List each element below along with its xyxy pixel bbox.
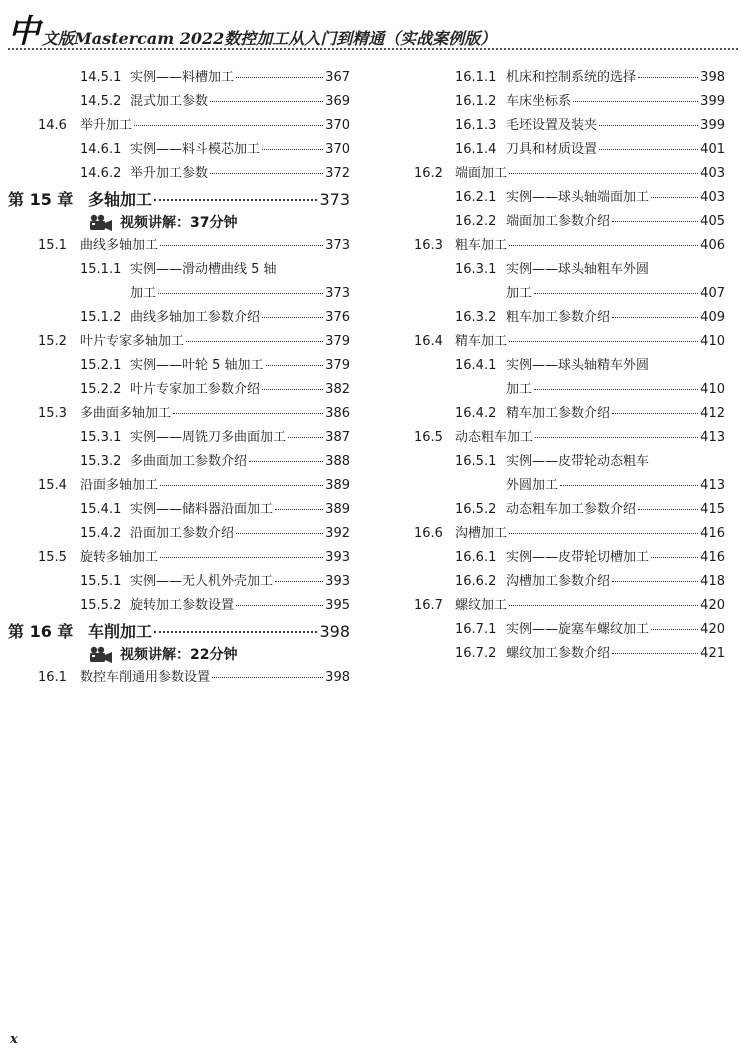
- entry-title-line: [130, 164, 350, 184]
- dot-leader: [612, 652, 698, 654]
- toc-entry[interactable]: [0, 380, 350, 400]
- toc-entry[interactable]: [400, 308, 725, 328]
- toc-entry[interactable]: [0, 284, 350, 304]
- section-title: 实例——滑动槽曲线 5 轴: [130, 262, 277, 277]
- entry-title-line: [130, 140, 350, 160]
- section-number: 16.5.2: [455, 502, 497, 517]
- entry-title-line: [506, 260, 725, 280]
- section-title: 精车加工参数介绍: [506, 406, 611, 421]
- dot-leader: [509, 244, 698, 246]
- section-number: 16.4.2: [455, 406, 497, 421]
- page-number: 370: [325, 118, 350, 133]
- dot-leader: [275, 580, 323, 582]
- toc-entry[interactable]: [400, 68, 725, 88]
- section-title: 曲线多轴加工参数介绍: [130, 310, 261, 325]
- header-title: 文版Mastercam 2022数控加工从入门到精通（实战案例版）: [42, 29, 497, 48]
- entry-title-line: [506, 572, 725, 592]
- entry-title-line: [130, 92, 350, 112]
- entry-title-line: [455, 332, 725, 352]
- dot-leader: [638, 76, 698, 78]
- section-title: 实例——皮带轮切槽加工: [506, 550, 650, 565]
- page-number: 398: [319, 622, 350, 641]
- toc-entry[interactable]: [400, 596, 725, 616]
- page-number: 403: [700, 190, 725, 205]
- section-number: 16.5: [414, 430, 443, 445]
- page-number: 410: [700, 334, 725, 349]
- chapter-heading[interactable]: [0, 620, 350, 644]
- dot-leader: [534, 388, 698, 390]
- toc-entry[interactable]: [0, 596, 350, 616]
- page-number: 405: [700, 214, 725, 229]
- section-number: 16.2.1: [455, 190, 497, 205]
- toc-entry[interactable]: [0, 92, 350, 112]
- section-number: 15.4.1: [80, 502, 122, 517]
- toc-entry[interactable]: [0, 476, 350, 496]
- entry-title-line: [506, 308, 725, 328]
- toc-entry[interactable]: [400, 404, 725, 424]
- dot-leader: [160, 484, 323, 486]
- dot-leader: [249, 460, 323, 462]
- chapter-title: 多轴加工: [88, 190, 153, 209]
- toc-entry[interactable]: [0, 428, 350, 448]
- entry-title-line: [130, 596, 350, 616]
- page-number: 379: [325, 358, 350, 373]
- toc-entry[interactable]: [400, 332, 725, 352]
- header-rule: [8, 48, 738, 50]
- toc-entry[interactable]: [400, 356, 725, 376]
- page-header: [8, 14, 738, 50]
- section-number: 16.6: [414, 526, 443, 541]
- entry-title-line: [455, 164, 725, 184]
- entry-title-line: [506, 68, 725, 88]
- dot-leader: [158, 292, 323, 294]
- page-number: 373: [325, 286, 350, 301]
- section-title: 实例——球头轴精车外圆: [506, 358, 650, 373]
- page-number: 399: [700, 94, 725, 109]
- page-number: 413: [700, 478, 725, 493]
- dot-leader: [612, 316, 698, 318]
- page-number: 369: [325, 94, 350, 109]
- section-number: 15.1.1: [80, 262, 122, 277]
- section-number: 16.7.1: [455, 622, 497, 637]
- dot-leader: [262, 316, 323, 318]
- section-number: 16.2.2: [455, 214, 497, 229]
- section-number: 16.1.4: [455, 142, 497, 157]
- section-title: 多曲面多轴加工: [80, 406, 172, 421]
- section-number: 16.6.1: [455, 550, 497, 565]
- section-title: 加工: [506, 382, 533, 397]
- page-number: 388: [325, 454, 350, 469]
- section-title: 曲线多轴加工: [80, 238, 159, 253]
- entry-title-line: [130, 68, 350, 88]
- toc-entry[interactable]: [400, 380, 725, 400]
- section-number: 16.3.2: [455, 310, 497, 325]
- dot-leader: [236, 76, 323, 78]
- chapter-title-line: [88, 620, 350, 644]
- entry-title-line: [80, 116, 350, 136]
- entry-title-line: [506, 500, 725, 520]
- entry-title-line: [80, 236, 350, 256]
- entry-title-line: [506, 644, 725, 664]
- page-number: 373: [319, 190, 350, 209]
- toc-entry[interactable]: [400, 452, 725, 472]
- entry-title-line: [506, 404, 725, 424]
- page-number: 367: [325, 70, 350, 85]
- toc-entry[interactable]: [0, 572, 350, 592]
- dot-leader: [560, 484, 698, 486]
- page-number: 416: [700, 526, 725, 541]
- dot-leader: [186, 340, 323, 342]
- dot-leader: [210, 100, 323, 102]
- dot-leader: [236, 604, 323, 606]
- section-number: 14.6.2: [80, 166, 122, 181]
- page-number: 409: [700, 310, 725, 325]
- section-number: 15.4.2: [80, 526, 122, 541]
- toc-entry[interactable]: [400, 548, 725, 568]
- toc-entry[interactable]: [0, 548, 350, 568]
- toc-entry[interactable]: [0, 308, 350, 328]
- section-number: 15.5.2: [80, 598, 122, 613]
- section-number: 14.5.2: [80, 94, 122, 109]
- section-title: 沟槽加工: [455, 526, 508, 541]
- dot-leader: [236, 532, 323, 534]
- section-title: 叶片专家多轴加工: [80, 334, 185, 349]
- toc-entry[interactable]: [400, 116, 725, 136]
- section-title: 叶片专家加工参数介绍: [130, 382, 261, 397]
- toc-entry[interactable]: [400, 140, 725, 160]
- dot-leader: [160, 556, 323, 558]
- page-number: 415: [700, 502, 725, 517]
- dot-leader: [212, 676, 323, 678]
- toc-entry[interactable]: [400, 164, 725, 184]
- page-number: 389: [325, 478, 350, 493]
- section-number: 16.7.2: [455, 646, 497, 661]
- entry-title-line: [80, 548, 350, 568]
- page-number: 401: [700, 142, 725, 157]
- section-number: 16.7: [414, 598, 443, 613]
- section-title: 实例——储料器沿面加工: [130, 502, 274, 517]
- dot-leader: [599, 148, 698, 150]
- page-number: 420: [700, 622, 725, 637]
- section-title: 动态粗车加工: [455, 430, 534, 445]
- toc-entry[interactable]: [0, 332, 350, 352]
- entry-title-line: [80, 332, 350, 352]
- dot-leader: [612, 412, 698, 414]
- page-number: 393: [325, 550, 350, 565]
- header-big-char: 中: [8, 12, 41, 50]
- section-number: 16.3: [414, 238, 443, 253]
- entry-title-line: [506, 356, 725, 376]
- toc-entry[interactable]: [400, 236, 725, 256]
- page-number: 372: [325, 166, 350, 181]
- section-title: 机床和控制系统的选择: [506, 70, 637, 85]
- section-title: 螺纹加工: [455, 598, 508, 613]
- entry-title-line: [506, 452, 725, 472]
- entry-title-line: [130, 572, 350, 592]
- section-number: 14.6: [38, 118, 67, 133]
- section-title: 毛坯设置及装夹: [506, 118, 598, 133]
- dot-leader: [160, 244, 323, 246]
- section-number: 16.4.1: [455, 358, 497, 373]
- section-title: 实例——无人机外壳加工: [130, 574, 274, 589]
- section-title: 加工: [506, 286, 533, 301]
- entry-title-line: [506, 92, 725, 112]
- section-title: 混式加工参数: [130, 94, 209, 109]
- chapter-number: 第 16 章: [8, 622, 74, 641]
- toc-entry[interactable]: [400, 92, 725, 112]
- section-title: 外圆加工: [506, 478, 559, 493]
- footer-page-number: x: [10, 1032, 18, 1047]
- entry-title-line: [130, 428, 350, 448]
- toc-entry[interactable]: [0, 116, 350, 136]
- section-title: 刀具和材质设置: [506, 142, 598, 157]
- page-number: 421: [700, 646, 725, 661]
- entry-title-line: [130, 260, 350, 280]
- section-title: 加工: [130, 286, 157, 301]
- toc-entry[interactable]: [0, 68, 350, 88]
- video-duration-note: [88, 644, 237, 666]
- section-title: 端面加工参数介绍: [506, 214, 611, 229]
- entry-title-line: [506, 380, 725, 400]
- dot-leader: [173, 412, 323, 414]
- page-number: 370: [325, 142, 350, 157]
- section-number: 16.3.1: [455, 262, 497, 277]
- entry-title-line: [506, 188, 725, 208]
- video-duration-text: 视频讲解：37分钟: [120, 215, 238, 231]
- entry-title-line: [130, 524, 350, 544]
- dot-leader: [651, 556, 698, 558]
- section-title: 旋转多轴加工: [80, 550, 159, 565]
- toc-entry[interactable]: [400, 644, 725, 664]
- toc-entry[interactable]: [0, 668, 350, 688]
- toc-entry[interactable]: [0, 524, 350, 544]
- section-title: 沿面多轴加工: [80, 478, 159, 493]
- toc-entry[interactable]: [0, 140, 350, 160]
- entry-title-line: [130, 452, 350, 472]
- section-number: 16.1: [38, 670, 67, 685]
- dot-leader: [262, 148, 323, 150]
- dot-leader: [275, 508, 323, 510]
- page-number: 420: [700, 598, 725, 613]
- entry-title-line: [506, 548, 725, 568]
- dot-leader: [651, 196, 698, 198]
- page-number: 398: [325, 670, 350, 685]
- section-title: 动态粗车加工参数介绍: [506, 502, 637, 517]
- toc-entry[interactable]: [400, 572, 725, 592]
- section-title: 实例——料斗模芯加工: [130, 142, 261, 157]
- section-number: 15.3: [38, 406, 67, 421]
- dot-leader: [612, 580, 698, 582]
- entry-title-line: [130, 500, 350, 520]
- dot-leader: [262, 388, 323, 390]
- toc-entry[interactable]: [0, 236, 350, 256]
- page-number: 379: [325, 334, 350, 349]
- dot-leader: [509, 340, 698, 342]
- section-number: 16.1.2: [455, 94, 497, 109]
- section-number: 15.2: [38, 334, 67, 349]
- page-number: 386: [325, 406, 350, 421]
- section-title: 举升加工参数: [130, 166, 209, 181]
- video-duration-text: 视频讲解：22分钟: [120, 647, 238, 663]
- section-title: 实例——料槽加工: [130, 70, 235, 85]
- toc-entry[interactable]: [400, 476, 725, 496]
- section-number: 15.2.1: [80, 358, 122, 373]
- toc-entry[interactable]: [0, 452, 350, 472]
- dot-leader: [509, 172, 698, 174]
- section-title: 数控车削通用参数设置: [80, 670, 211, 685]
- dot-leader: [638, 508, 698, 510]
- entry-title-line: [506, 212, 725, 232]
- section-number: 15.5: [38, 550, 67, 565]
- page-number: 389: [325, 502, 350, 517]
- page-number: 373: [325, 238, 350, 253]
- page-number: 395: [325, 598, 350, 613]
- entry-title-line: [130, 284, 350, 304]
- dot-leader: [535, 436, 698, 438]
- section-title: 实例——旋塞车螺纹加工: [506, 622, 650, 637]
- entry-title-line: [506, 620, 725, 640]
- section-number: 15.3.1: [80, 430, 122, 445]
- chapter-title: 车削加工: [88, 622, 153, 641]
- entry-title-line: [506, 476, 725, 496]
- section-title: 沿面加工参数介绍: [130, 526, 235, 541]
- dot-leader: [599, 124, 698, 126]
- entry-title-line: [506, 116, 725, 136]
- section-title: 实例——周铣刀多曲面加工: [130, 430, 287, 445]
- toc-entry[interactable]: [0, 500, 350, 520]
- entry-title-line: [80, 476, 350, 496]
- toc-entry[interactable]: [400, 500, 725, 520]
- entry-title-line: [455, 596, 725, 616]
- page-number: 392: [325, 526, 350, 541]
- section-title: 旋转加工参数设置: [130, 598, 235, 613]
- toc-entry[interactable]: [400, 428, 725, 448]
- page-number: 393: [325, 574, 350, 589]
- entry-title-line: [130, 380, 350, 400]
- chapter-title-line: [88, 188, 350, 212]
- dot-leader: [266, 364, 324, 366]
- entry-title-line: [80, 404, 350, 424]
- dot-leader: [573, 100, 698, 102]
- section-title: 粗车加工参数介绍: [506, 310, 611, 325]
- toc-entry[interactable]: [0, 164, 350, 184]
- page-number: 407: [700, 286, 725, 301]
- section-title: 粗车加工: [455, 238, 508, 253]
- toc-entry[interactable]: [400, 524, 725, 544]
- page-number: 398: [700, 70, 725, 85]
- section-number: 16.4: [414, 334, 443, 349]
- section-title: 实例——叶轮 5 轴加工: [130, 358, 264, 373]
- section-number: 15.2.2: [80, 382, 122, 397]
- toc-entry[interactable]: [0, 356, 350, 376]
- section-number: 15.5.1: [80, 574, 122, 589]
- section-title: 沟槽加工参数介绍: [506, 574, 611, 589]
- dot-leader: [651, 628, 698, 630]
- section-title: 车床坐标系: [506, 94, 572, 109]
- section-number: 16.2: [414, 166, 443, 181]
- entry-title-line: [130, 308, 350, 328]
- section-title: 实例——皮带轮动态粗车: [506, 454, 650, 469]
- section-title: 螺纹加工参数介绍: [506, 646, 611, 661]
- toc-entry[interactable]: [400, 284, 725, 304]
- section-number: 16.1.3: [455, 118, 497, 133]
- dot-leader: [534, 292, 698, 294]
- section-number: 14.6.1: [80, 142, 122, 157]
- toc-entry[interactable]: [0, 404, 350, 424]
- section-number: 16.1.1: [455, 70, 497, 85]
- toc-entry[interactable]: [400, 620, 725, 640]
- video-camera-icon: [88, 646, 114, 664]
- toc-entry[interactable]: [400, 212, 725, 232]
- section-number: 15.4: [38, 478, 67, 493]
- page-number: 406: [700, 238, 725, 253]
- page-number: 418: [700, 574, 725, 589]
- toc-entry[interactable]: [400, 188, 725, 208]
- section-title: 端面加工: [455, 166, 508, 181]
- page-number: 413: [700, 430, 725, 445]
- dot-leader: [210, 172, 323, 174]
- page-number: 416: [700, 550, 725, 565]
- dot-leader: [509, 532, 698, 534]
- section-title: 举升加工: [80, 118, 133, 133]
- dot-leader: [154, 630, 317, 633]
- entry-title-line: [455, 428, 725, 448]
- dot-leader: [154, 198, 317, 201]
- page-number: 376: [325, 310, 350, 325]
- section-number: 16.6.2: [455, 574, 497, 589]
- page-number: 410: [700, 382, 725, 397]
- section-number: 14.5.1: [80, 70, 122, 85]
- dot-leader: [612, 220, 698, 222]
- toc-entry[interactable]: [400, 260, 725, 280]
- section-number: 16.5.1: [455, 454, 497, 469]
- page-number: 382: [325, 382, 350, 397]
- dot-leader: [134, 124, 323, 126]
- section-number: 15.1: [38, 238, 67, 253]
- dot-leader: [509, 604, 698, 606]
- toc-entry[interactable]: [0, 260, 350, 280]
- section-title: 精车加工: [455, 334, 508, 349]
- section-number: 15.1.2: [80, 310, 122, 325]
- video-duration-note: [88, 212, 237, 234]
- entry-title-line: [80, 668, 350, 688]
- chapter-heading[interactable]: [0, 188, 350, 212]
- page-number: 403: [700, 166, 725, 181]
- section-title: 实例——球头轴端面加工: [506, 190, 650, 205]
- chapter-number: 第 15 章: [8, 190, 74, 209]
- page-number: 412: [700, 406, 725, 421]
- video-camera-icon: [88, 214, 114, 232]
- entry-title-line: [130, 356, 350, 376]
- entry-title-line: [455, 236, 725, 256]
- dot-leader: [288, 436, 323, 438]
- section-title: 实例——球头轴粗车外圆: [506, 262, 650, 277]
- page-number: 387: [325, 430, 350, 445]
- section-title: 多曲面加工参数介绍: [130, 454, 248, 469]
- entry-title-line: [506, 284, 725, 304]
- entry-title-line: [506, 140, 725, 160]
- section-number: 15.3.2: [80, 454, 122, 469]
- page-number: 399: [700, 118, 725, 133]
- entry-title-line: [455, 524, 725, 544]
